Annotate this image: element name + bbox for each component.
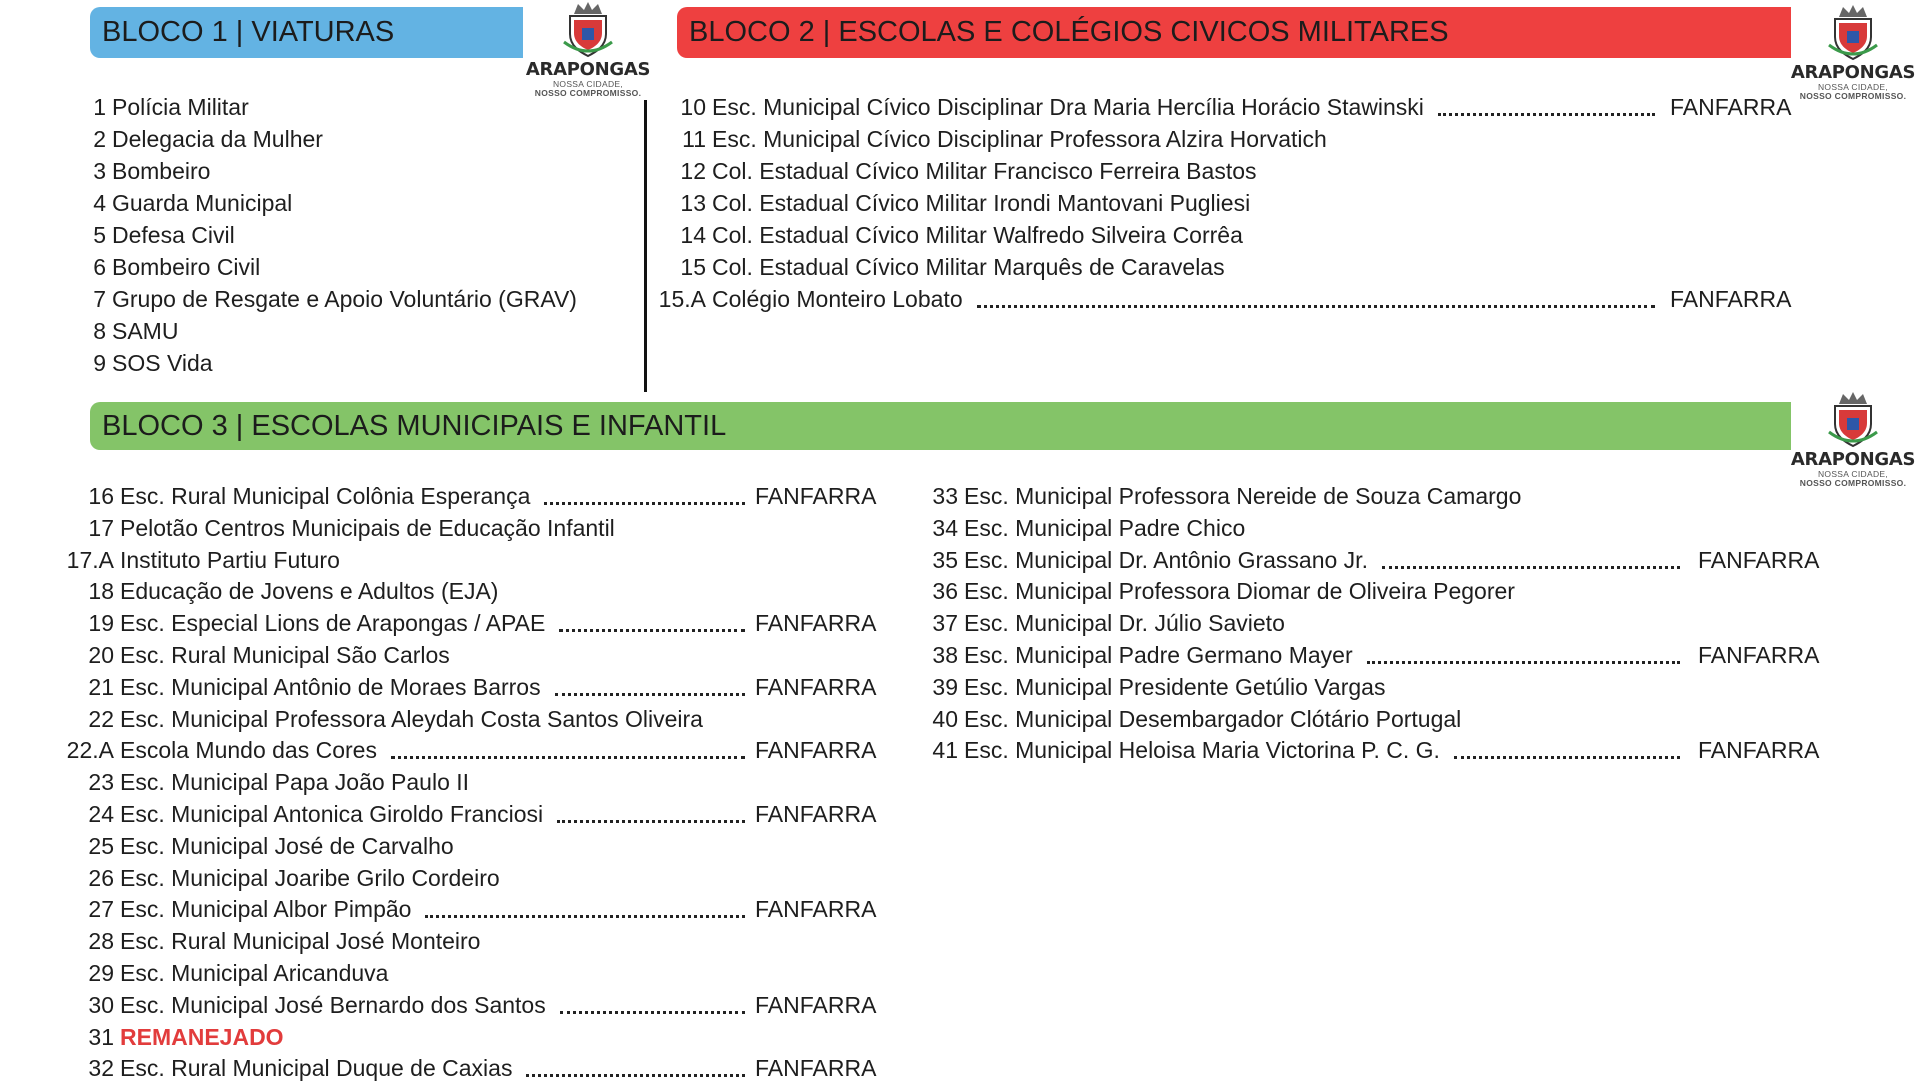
- item-label: Grupo de Resgate e Apoio Voluntário (GRAV): [112, 286, 577, 312]
- logo-name: ARAPONGAS: [1790, 62, 1916, 83]
- item-label: Bombeiro Civil: [112, 254, 261, 280]
- coat-of-arms-icon: [560, 0, 616, 60]
- list-item: [920, 480, 1521, 512]
- bloco2-header: [677, 7, 1791, 58]
- item-number: 26: [88, 864, 114, 891]
- list-item: [50, 671, 877, 703]
- item-label: Colégio Monteiro Lobato: [712, 286, 963, 312]
- list-item: [50, 1021, 284, 1053]
- item-label: Esc. Municipal Professora Nereide de Souza Camargo: [964, 483, 1522, 509]
- list-item: [60, 251, 260, 283]
- dotted-leader: [1454, 756, 1680, 759]
- fanfarra-tag: FANFARRA: [755, 801, 877, 827]
- item-label: Guarda Municipal: [112, 190, 293, 216]
- item-label: Polícia Militar: [112, 94, 249, 120]
- item-number: 40: [932, 705, 958, 732]
- item-number: 1: [93, 94, 106, 120]
- coat-of-arms-icon: [1825, 3, 1881, 63]
- item-number: 15: [680, 254, 706, 280]
- bloco3-title: BLOCO 3 | ESCOLAS MUNICIPAIS E INFANTIL: [102, 409, 727, 442]
- item-label: Educação de Jovens e Adultos (EJA): [120, 578, 499, 605]
- coat-of-arms-icon: [1825, 390, 1881, 450]
- item-label: Esc. Municipal Antonica Giroldo Franciosi: [120, 801, 544, 827]
- dotted-leader: [544, 502, 745, 505]
- item-label: Esc. Municipal Professora Aleydah Costa Santos Oliveira: [120, 705, 703, 732]
- item-label: Esc. Rural Municipal Colônia Esperança: [120, 483, 531, 509]
- bloco2-title: BLOCO 2 | ESCOLAS E COLÉGIOS CIVICOS MILITARES: [689, 16, 1449, 48]
- fanfarra-tag: FANFARRA: [755, 1055, 877, 1082]
- list-item: [50, 989, 877, 1021]
- list-item: [60, 315, 178, 347]
- fanfarra-tag: FANFARRA: [1670, 94, 1792, 120]
- item-number: 16: [88, 483, 114, 509]
- list-item: [50, 512, 615, 544]
- item-label: Col. Estadual Cívico Militar Irondi Mantovani Pugliesi: [712, 190, 1251, 216]
- list-item: [50, 575, 498, 607]
- list-item: [50, 798, 877, 830]
- list-item: [60, 347, 213, 379]
- item-label: Esc. Municipal Dr. Júlio Savieto: [964, 610, 1285, 637]
- list-item: [920, 512, 1245, 544]
- list-item: [50, 639, 450, 671]
- item-number: 14: [680, 222, 706, 248]
- list-item: [60, 123, 323, 155]
- list-item: [60, 155, 210, 187]
- fanfarra-tag: FANFARRA: [755, 991, 877, 1018]
- list-item: [640, 219, 1243, 251]
- item-label: Bombeiro: [112, 158, 211, 184]
- bloco3-header: [90, 402, 1791, 450]
- fanfarra-tag: FANFARRA: [755, 896, 877, 923]
- item-label: Esc. Municipal Padre Chico: [964, 514, 1246, 541]
- item-label: Esc. Municipal Desembargador Clótário Portugal: [964, 705, 1462, 732]
- list-item: [640, 91, 1792, 123]
- item-number: 2: [93, 126, 106, 152]
- item-number: 33: [932, 483, 958, 509]
- list-item: [50, 734, 877, 766]
- item-number: 17: [88, 514, 114, 541]
- item-label: Esc. Municipal José de Carvalho: [120, 832, 454, 859]
- dotted-leader: [559, 629, 745, 632]
- logo-name: ARAPONGAS: [525, 59, 651, 80]
- item-number: 7: [93, 286, 106, 312]
- item-number: 24: [88, 801, 114, 827]
- fanfarra-tag: FANFARRA: [755, 737, 877, 764]
- arapongas-logo: [513, 0, 663, 98]
- item-label: Pelotão Centros Municipais de Educação Infantil: [120, 514, 615, 541]
- list-item: [60, 283, 577, 315]
- dotted-leader: [1438, 113, 1655, 116]
- item-label: Esc. Municipal Cívico Disciplinar Dra Maria Hercília Horácio Stawinski: [712, 94, 1424, 120]
- item-number: 34: [932, 514, 958, 541]
- arapongas-logo: [1778, 390, 1920, 488]
- item-number: 12: [680, 158, 706, 184]
- item-number: 8: [93, 318, 106, 344]
- list-item: [640, 283, 1792, 315]
- dotted-leader: [557, 820, 745, 823]
- item-label: Col. Estadual Cívico Militar Walfredo Silveira Corrêa: [712, 222, 1243, 248]
- item-label: Col. Estadual Cívico Militar Francisco Ferreira Bastos: [712, 158, 1257, 184]
- item-label: Defesa Civil: [112, 222, 235, 248]
- bloco1-header: [90, 7, 523, 58]
- dotted-leader: [977, 305, 1655, 308]
- list-item: [50, 862, 500, 894]
- list-item: [640, 123, 1327, 155]
- fanfarra-tag: FANFARRA: [1698, 737, 1820, 764]
- list-item: [50, 1052, 877, 1084]
- item-label: Esc. Municipal Joaribe Grilo Cordeiro: [120, 864, 500, 891]
- item-number: 36: [932, 578, 958, 605]
- fanfarra-tag: FANFARRA: [755, 610, 877, 637]
- item-label: Esc. Municipal Heloisa Maria Victorina P. C. G.: [964, 737, 1440, 764]
- list-item: [50, 703, 703, 735]
- list-item: [640, 187, 1250, 219]
- item-number: 23: [88, 769, 114, 796]
- item-label: Esc. Municipal Cívico Disciplinar Professora Alzira Horvatich: [712, 126, 1327, 152]
- list-item: [920, 734, 1820, 766]
- item-label: Delegacia da Mulher: [112, 126, 323, 152]
- list-item: [640, 155, 1257, 187]
- item-number: 41: [932, 737, 958, 764]
- dotted-leader: [425, 915, 745, 918]
- item-number: 38: [932, 642, 958, 668]
- fanfarra-tag: FANFARRA: [1698, 546, 1820, 573]
- item-number: 4: [93, 190, 106, 216]
- dotted-leader: [526, 1074, 745, 1077]
- item-number: 3: [93, 158, 106, 184]
- logo-name: ARAPONGAS: [1790, 449, 1916, 470]
- dotted-leader: [391, 756, 745, 759]
- list-item: [50, 830, 454, 862]
- item-number: 22: [88, 705, 114, 732]
- list-item: [60, 91, 249, 123]
- item-number: 10: [680, 94, 706, 120]
- item-number: 31: [88, 1023, 114, 1050]
- list-item: [50, 893, 877, 925]
- item-label: Esc. Rural Municipal Duque de Caxias: [120, 1055, 513, 1082]
- logo-slogan: NOSSA CIDADE, NOSSO COMPROMISSO.: [534, 79, 642, 98]
- item-number: 21: [88, 673, 114, 700]
- list-item: [60, 187, 292, 219]
- item-label: Instituto Partiu Futuro: [120, 546, 340, 573]
- item-number: 22.A: [66, 737, 114, 764]
- dotted-leader: [560, 1011, 745, 1014]
- list-item: [640, 251, 1225, 283]
- item-number: 37: [932, 610, 958, 637]
- list-item: [920, 639, 1820, 671]
- item-number: 18: [88, 578, 114, 605]
- list-item: [920, 607, 1285, 639]
- fanfarra-tag: FANFARRA: [1670, 286, 1792, 312]
- list-item: [50, 607, 877, 639]
- arapongas-logo: [1778, 3, 1920, 101]
- item-label: Esc. Rural Municipal São Carlos: [120, 642, 450, 668]
- item-label: REMANEJADO: [120, 1023, 284, 1050]
- dotted-leader: [555, 693, 745, 696]
- item-label: Esc. Municipal Presidente Getúlio Vargas: [964, 673, 1386, 700]
- item-number: 11: [682, 126, 706, 152]
- item-number: 20: [88, 642, 114, 668]
- item-label: Esc. Municipal Padre Germano Mayer: [964, 642, 1353, 668]
- item-label: Escola Mundo das Cores: [120, 737, 377, 764]
- item-number: 27: [88, 896, 114, 923]
- list-item: [920, 575, 1515, 607]
- item-label: Esc. Especial Lions de Arapongas / APAE: [120, 610, 546, 637]
- item-label: Esc. Municipal Dr. Antônio Grassano Jr.: [964, 546, 1368, 573]
- item-label: Esc. Municipal José Bernardo dos Santos: [120, 991, 546, 1018]
- list-item: [50, 766, 469, 798]
- fanfarra-tag: FANFARRA: [755, 673, 877, 700]
- list-item: [920, 544, 1820, 576]
- item-label: Col. Estadual Cívico Militar Marquês de Caravelas: [712, 254, 1225, 280]
- item-number: 28: [88, 928, 114, 955]
- item-number: 32: [88, 1055, 114, 1082]
- item-label: Esc. Rural Municipal José Monteiro: [120, 928, 481, 955]
- item-number: 19: [88, 610, 114, 637]
- item-number: 15.A: [658, 286, 706, 312]
- dotted-leader: [1382, 566, 1680, 569]
- item-label: SOS Vida: [112, 350, 213, 376]
- fanfarra-tag: FANFARRA: [755, 483, 877, 509]
- item-label: SAMU: [112, 318, 179, 344]
- item-number: 6: [93, 254, 106, 280]
- logo-slogan: NOSSA CIDADE, NOSSO COMPROMISSO.: [1799, 82, 1907, 101]
- item-number: 13: [680, 190, 706, 216]
- list-item: [50, 480, 877, 512]
- bloco1-title: BLOCO 1 | VIATURAS: [102, 16, 395, 48]
- list-item: [50, 957, 388, 989]
- item-number: 25: [88, 832, 114, 859]
- list-item: [50, 925, 480, 957]
- list-item: [920, 671, 1385, 703]
- item-label: Esc. Municipal Aricanduva: [120, 960, 389, 986]
- item-number: 39: [932, 673, 958, 700]
- item-number: 9: [93, 350, 106, 376]
- list-item: [920, 703, 1461, 735]
- item-label: Esc. Municipal Papa João Paulo II: [120, 769, 470, 796]
- item-number: 17.A: [66, 546, 114, 573]
- list-item: [60, 219, 235, 251]
- dotted-leader: [1367, 661, 1680, 664]
- item-number: 29: [88, 960, 114, 986]
- list-item: [50, 544, 340, 576]
- fanfarra-tag: FANFARRA: [1698, 642, 1820, 668]
- item-number: 35: [932, 546, 958, 573]
- item-label: Esc. Municipal Professora Diomar de Oliveira Pegorer: [964, 578, 1515, 605]
- item-label: Esc. Municipal Antônio de Moraes Barros: [120, 673, 541, 700]
- item-number: 5: [93, 222, 106, 248]
- item-label: Esc. Municipal Albor Pimpão: [120, 896, 412, 923]
- item-number: 30: [88, 991, 114, 1018]
- logo-slogan: NOSSA CIDADE, NOSSO COMPROMISSO.: [1799, 469, 1907, 488]
